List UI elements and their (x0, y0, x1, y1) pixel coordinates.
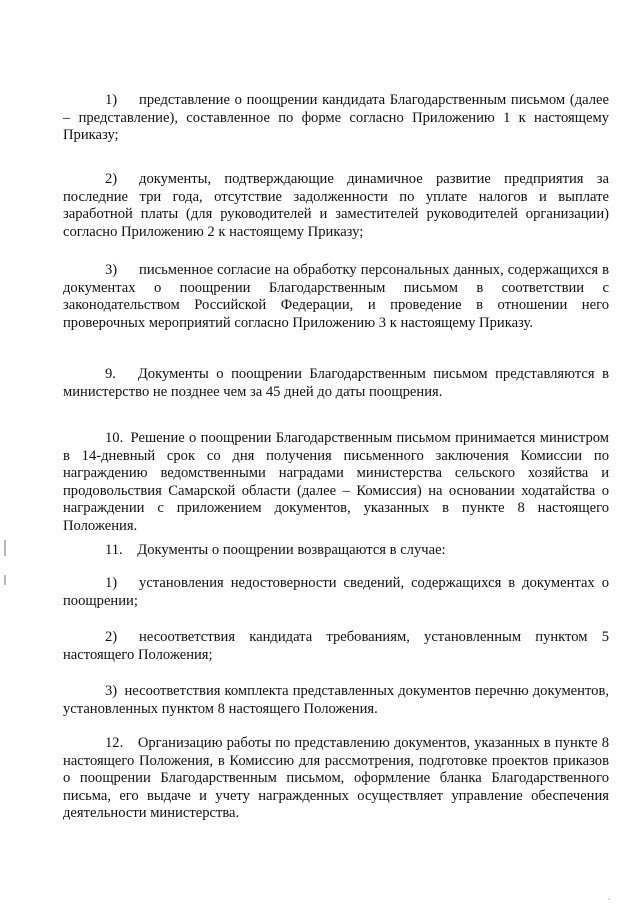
paragraph-11: 11. Документы о поощрении возвращаются в случае: (105, 542, 446, 558)
paragraph-11-item-2: 2) несоответствия кандидата требованиям, установленным пунктом 5 настоящего Положения; (63, 629, 609, 663)
scan-margin-mark (4, 540, 6, 556)
paragraph-12: 12. Организацию работы по представлению документов, указанных в пункте 8 настоящего Положения, в Комиссию для рассмотрения, подготовке проектов приказов о поощрении Благодарственным письмом, оформление бланка Благодарственного письма, его выдаче и учету награжденных осуществляет управление обеспечения деятельности министерства. (63, 735, 609, 822)
paragraph-item-2: 2) документы, подтверждающие динамичное развитие предприятия за последние три года, отсутствие задолженности по уплате налогов и выплате заработной платы (для руководителей и заместителей руководителей организации) согласно Приложению 2 к настоящему Приказу; (63, 171, 609, 240)
paragraph-11-item-3: 3) несоответствия комплекта представленных документов перечню документов, установленных пунктом 8 настоящего Положения. (63, 683, 609, 717)
paragraph-9: 9. Документы о поощрении Благодарственным письмом представляются в министерство не позднее чем за 45 дней до даты поощрения. (63, 366, 609, 400)
paragraph-10: 10. Решение о поощрении Благодарственным письмом принимается министром в 14-дневный срок со дня получения письменного заключения Комиссии по награждению ведомственными наградами министерства сельского хозяйства и продовольствия Самарской области (далее – Комиссия) на основании ходатайства о награждении с приложением документов, указанных в пункте 8 настоящего Положения. (63, 430, 609, 534)
paragraph-item-3: 3) письменное согласие на обработку персональных данных, содержащихся в документах о поощрении Благодарственным письмом в соответствии с законодательством Российской Федерации, и проведение в отношении него проверочных мероприятий согласно Приложению 3 к настоящему Приказу. (63, 262, 609, 331)
scan-margin-mark (4, 575, 6, 585)
scan-corner-mark: ⸱ (608, 895, 611, 905)
paragraph-item-1: 1) представление о поощрении кандидата Благодарственным письмом (далее – представление), составленное по форме согласно Приложению 1 к настоящему Приказу; (63, 92, 609, 144)
paragraph-11-item-1: 1) установления недостоверности сведений, содержащихся в документах о поощрении; (63, 575, 609, 609)
